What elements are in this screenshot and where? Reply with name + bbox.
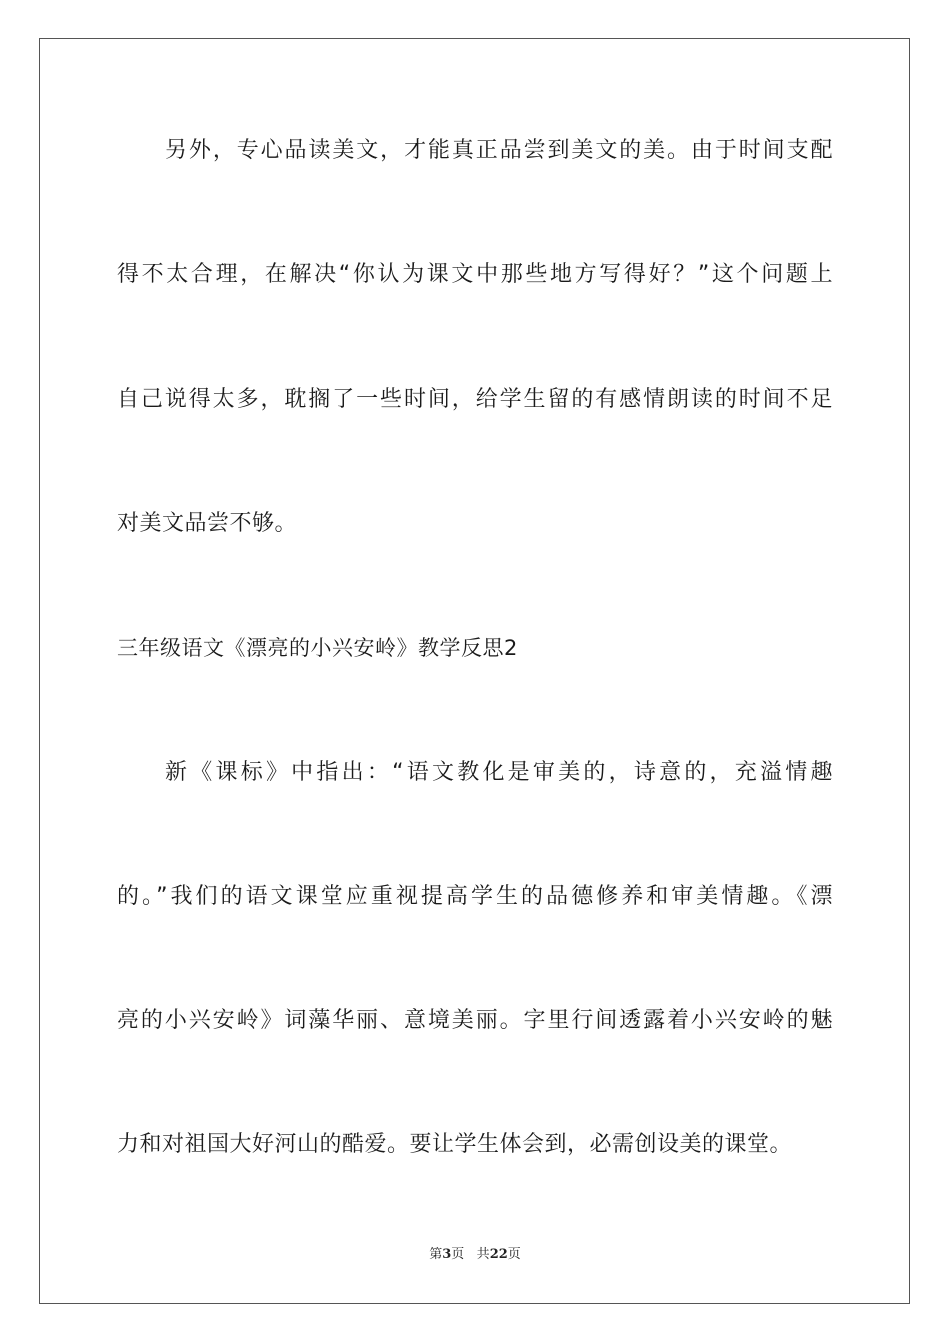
footer-page-prefix: 第 (429, 1247, 443, 1262)
paragraph-1-line-4: 对美文品尝不够。 (117, 511, 298, 536)
paragraph-1-line-2: 得不太合理，在解决“你认为课文中那些地方写得好？”这个问题上 (117, 262, 833, 287)
page-border (39, 38, 910, 1304)
footer-page-number: 3 (442, 1247, 452, 1262)
paragraph-1-line-3: 自己说得太多，耽搁了一些时间，给学生留的有感情朗读的时间不足 (117, 387, 833, 412)
footer-page-suffix: 页 (451, 1247, 465, 1262)
paragraph-1-line-1: 另外，专心品读美文，才能真正品尝到美文的美。由于时间支配 (165, 138, 833, 163)
section-heading: 三年级语文《漂亮的小兴安岭》教学反思2 (117, 636, 518, 660)
footer-total-number: 22 (489, 1247, 508, 1262)
page-footer (0, 1246, 950, 1264)
paragraph-2-line-2: 的。”我们的语文课堂应重视提高学生的品德修养和审美情趣。《漂 (117, 884, 833, 909)
paragraph-2-line-4: 力和对祖国大好河山的酷爱。要让学生体会到，必需创设美的课堂。 (117, 1132, 793, 1157)
paragraph-2-line-1: 新《课标》中指出：“语文教化是审美的，诗意的，充溢情趣 (165, 760, 833, 785)
footer-total-prefix: 共 (476, 1247, 490, 1262)
footer-total-suffix: 页 (507, 1247, 521, 1262)
paragraph-2-line-3: 亮的小兴安岭》词藻华丽、意境美丽。字里行间透露着小兴安岭的魅 (117, 1008, 833, 1033)
